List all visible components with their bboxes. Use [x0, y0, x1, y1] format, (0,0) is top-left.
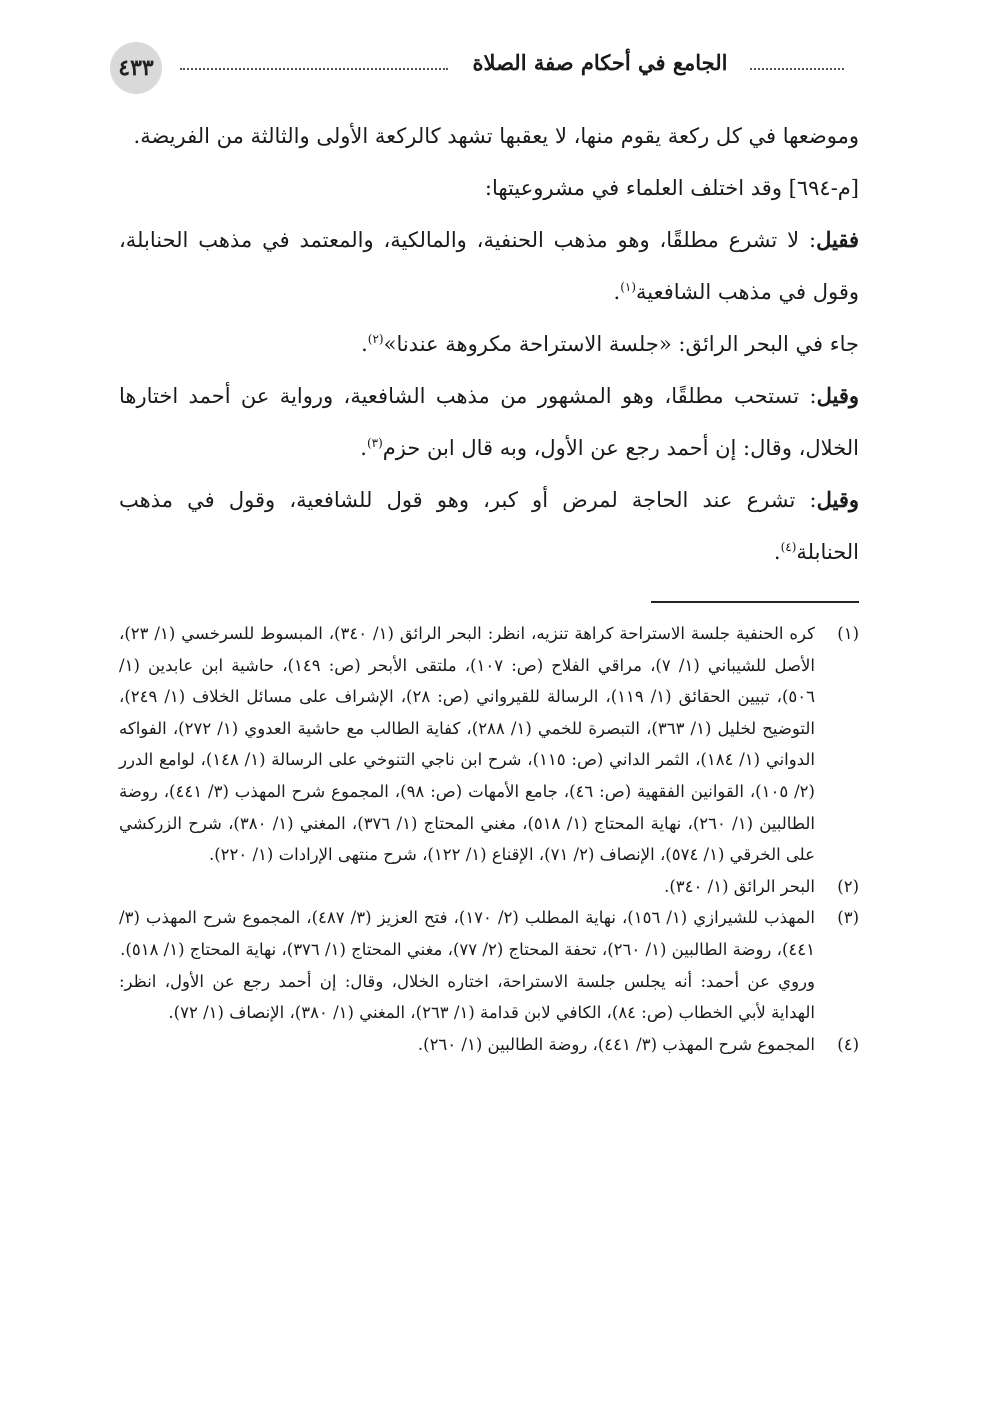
header-dotted-leader-left	[180, 68, 448, 70]
footnote-ref-3[interactable]: (٣)	[366, 436, 383, 450]
footnote-text: كره الحنفية جلسة الاستراحة كراهة تنزيه، انظر: البحر الرائق (١/ ٣٤٠)، المبسوط للسرخسي (١/ ٢٣)، الأصل للشيباني (١/ ٧)، مراقي الفلاح (ص: ١٠٧)، ملتقى الأبحر (ص: ١٤٩)، حاشية ابن عابدين (١/ ٥٠٦)، تبيين الحقائق (١/ ١١٩)، الرسالة للقيرواني (ص: ٢٨)، الإشراف على مسائل الخلاف (١/ ٢٤٩)، التوضيح لخليل (١/ ٣٦٣)، التبصرة للخمي (١/ ٢٨٨)، كفاية الطالب مع حاشية العدوي (١/ ٢٧٢)، الفواكه الدواني (١/ ١٨٤)، الثمر الداني (ص: ١١٥)، شرح ابن ناجي التنوخي على الرسالة (١/ ١٤٨)، لوامع الدرر (٢/ ١٠٥)، القوانين الفقهية (ص: ٤٦)، جامع الأمهات (ص: ٩٨)، المجموع شرح المهذب (٣/ ٤٤١)، روضة الطالبين (١/ ٢٦٠)، نهاية المحتاج (١/ ٥١٨)، مغني المحتاج (١/ ٣٧٦)، المغني (١/ ٣٨٠)، شرح الزركشي على الخرقي (١/ ٥٧٤)، الإنصاف (٢/ ٧١)، الإقناع (١/ ١٢٢)، شرح منتهى الإرادات (١/ ٢٢٠).	[119, 624, 816, 865]
book-title: الجامع في أحكام صفة الصلاة	[472, 50, 728, 75]
footnote-3	[119, 902, 859, 965]
footnote-ref-4[interactable]: (٤)	[780, 540, 797, 554]
paragraph-3-end: .	[613, 280, 621, 304]
paragraph-4-text: جاء في البحر الرائق: «جلسة الاستراحة مكروهة عندنا»	[383, 332, 859, 356]
footnote-3-continuation: وروي عن أحمد: أنه يجلس جلسة الاستراحة، اختاره الخلال، وقال: إن أحمد رجع عن الأول، انظر: الهداية لأبي الخطاب (ص: ٨٤)، الكافي لابن قدامة (١/ ٢٦٣)، المغني (١/ ٣٨٠)، الإنصاف (١/ ٧٢).	[119, 971, 815, 1023]
paragraph-5-text: : تستحب مطلقًا، وهو المشهور من مذهب الشافعية، ورواية عن أحمد اختارها الخلال، وقال: إن أحمد رجع عن الأول، وبه قال ابن حزم	[119, 384, 859, 460]
page-number-badge: ٤٣٣	[110, 42, 162, 94]
paragraph-6-end: .	[773, 540, 781, 564]
footnote-text: المهذب للشيرازي (١/ ١٥٦)، نهاية المطلب (٢/ ١٧٠)، فتح العزيز (٣/ ٤٨٧)، المجموع شرح المهذب (٣/ ٤٤١)، روضة الطالبين (١/ ٢٦٠)، تحفة المحتاج (٢/ ٧٧)، مغني المحتاج (١/ ٣٧٦)، نهاية المحتاج (١/ ٥١٨).	[119, 908, 816, 959]
paragraph-5	[119, 370, 859, 474]
paragraph-6-text: : تشرع عند الحاجة لمرض أو كبر، وهو قول للشافعية، وقول في مذهب الحنابلة	[119, 488, 859, 564]
keyword-faqil: فقيل	[816, 227, 859, 252]
paragraph-1	[119, 110, 859, 162]
keyword-waqil-1: وقيل	[816, 383, 859, 408]
paragraph-2	[119, 162, 859, 214]
footnote-number: (٤)	[837, 1034, 859, 1054]
paragraph-1-text: وموضعها في كل ركعة يقوم منها، لا يعقبها تشهد كالركعة الأولى والثالثة من الفريضة.	[133, 124, 859, 148]
paragraph-4-end: .	[361, 332, 368, 356]
footnote-1	[119, 618, 859, 871]
paragraph-3	[119, 214, 859, 318]
paragraph-2-text: [م-٦٩٤] وقد اختلف العلماء في مشروعيتها:	[484, 176, 859, 200]
paragraph-5-end: .	[360, 436, 367, 460]
paragraph-3-text: : لا تشرع مطلقًا، وهو مذهب الحنفية، والمالكية، والمعتمد في مذهب الحنابلة، وقول في مذهب الشافعية	[119, 228, 859, 304]
main-text	[119, 110, 859, 578]
running-header	[110, 42, 844, 102]
footnote-separator	[651, 601, 859, 603]
footnote-ref-2[interactable]: (٢)	[367, 332, 384, 346]
footnote-ref-1[interactable]: (١)	[620, 280, 637, 294]
footnote-number: (٢)	[837, 876, 859, 896]
footnote-number: (٣)	[837, 908, 859, 928]
header-dotted-leader-right	[750, 68, 844, 70]
footnote-2	[119, 871, 859, 903]
keyword-waqil-2: وقيل	[816, 487, 859, 512]
paragraph-4	[119, 318, 859, 370]
footnote-4	[119, 1029, 859, 1061]
footnote-text: البحر الرائق (١/ ٣٤٠).	[664, 876, 815, 896]
footnote-number: (١)	[837, 624, 859, 643]
footnotes	[119, 618, 859, 1060]
footnote-text: المجموع شرح المهذب (٣/ ٤٤١)، روضة الطالبين (١/ ٢٦٠).	[417, 1034, 815, 1054]
paragraph-6	[119, 474, 859, 578]
